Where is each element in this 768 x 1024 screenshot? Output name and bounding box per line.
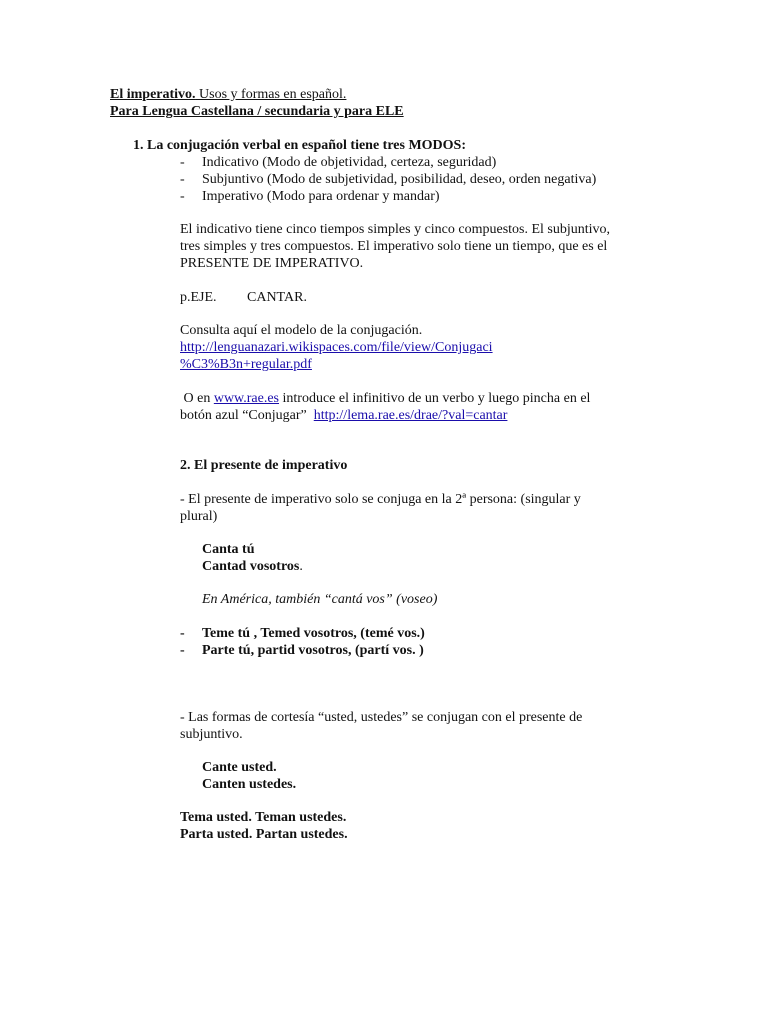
- example-tema: Tema usted. Teman ustedes.: [180, 810, 347, 825]
- consult-text: Consulta aquí el modelo de la conjugación.: [180, 323, 423, 338]
- example-cante: Cante usted.: [202, 760, 277, 775]
- document-subtitle: Para Lengua Castellana / secundaria y para ELE: [110, 104, 404, 119]
- bullet-dash: -: [180, 189, 185, 204]
- rae-suffix: introduce el infinitivo de un verbo y luego pincha en el: [279, 391, 591, 406]
- rae-prefix: O en: [180, 391, 214, 406]
- title-rest: Usos y formas en español.: [195, 87, 347, 102]
- section2-intro-line: plural): [180, 509, 218, 524]
- conjugar-text: botón azul “Conjugar”: [180, 408, 314, 423]
- bullet-dash: -: [180, 643, 185, 658]
- conjugation-link-cont[interactable]: [180, 356, 312, 373]
- example-verb: CANTAR.: [247, 290, 307, 305]
- paragraph-line: PRESENTE DE IMPERATIVO.: [180, 256, 364, 271]
- form-item-partir: [180, 642, 424, 659]
- voseo-note: En América, también “cantá vos” (voseo): [202, 592, 438, 607]
- mode-item-imperativo: [180, 188, 440, 205]
- section2-intro-line: - El presente de imperativo solo se conjuga en la 2ª persona: (singular y: [180, 492, 581, 507]
- example-label: p.EJE.: [180, 290, 217, 305]
- title-bold: El imperativo.: [110, 87, 196, 102]
- example-parta: Parta usted. Partan ustedes.: [180, 827, 348, 842]
- example-cantad: [202, 558, 303, 575]
- section1-heading: 1. La conjugación verbal en español tiene tres MODOS:: [133, 138, 467, 153]
- form-text: Teme tú , Temed vosotros, (temé vos.): [202, 626, 425, 641]
- rae-link[interactable]: www.rae.es: [213, 391, 280, 406]
- bullet-dash: -: [180, 626, 185, 641]
- rae-line: [180, 390, 590, 407]
- document-title: [110, 86, 346, 103]
- mode-label: Indicativo (Modo de objetividad, certeza, seguridad): [202, 155, 497, 170]
- conjugation-link[interactable]: [180, 339, 493, 356]
- cantad-dot: .: [299, 559, 303, 574]
- rae-line-2: [180, 407, 507, 424]
- bullet-dash: -: [180, 155, 185, 170]
- conjugation-link-line2[interactable]: %C3%B3n+regular.pdf: [180, 357, 312, 372]
- section2-heading: 2. El presente de imperativo: [180, 458, 348, 473]
- mode-label: Subjuntivo (Modo de subjetividad, posibilidad, deseo, orden negativa): [202, 172, 597, 187]
- bullet-dash: -: [180, 172, 185, 187]
- example-canta: Canta tú: [202, 542, 255, 557]
- form-text: Parte tú, partid vosotros, (partí vos. ): [202, 643, 424, 658]
- paragraph-line: El indicativo tiene cinco tiempos simples y cinco compuestos. El subjuntivo,: [180, 222, 611, 237]
- mode-label: Imperativo (Modo para ordenar y mandar): [202, 189, 440, 204]
- cantad-text: Cantad vosotros: [202, 559, 300, 574]
- mode-item-indicativo: [180, 154, 496, 171]
- form-item-temer: [180, 625, 425, 642]
- courtesy-line: - Las formas de cortesía “usted, ustedes” se conjugan con el presente de: [180, 710, 583, 725]
- rae-drae-link[interactable]: http://lema.rae.es/drae/?val=cantar: [313, 408, 508, 423]
- courtesy-line: subjuntivo.: [180, 727, 243, 742]
- paragraph-line: tres simples y tres compuestos. El imperativo solo tiene un tiempo, que es el: [180, 239, 608, 254]
- mode-item-subjuntivo: [180, 171, 596, 188]
- example-canten: Canten ustedes.: [202, 777, 297, 792]
- conjugation-link-line1[interactable]: http://lenguanazari.wikispaces.com/file/view/Conjugaci: [180, 340, 493, 355]
